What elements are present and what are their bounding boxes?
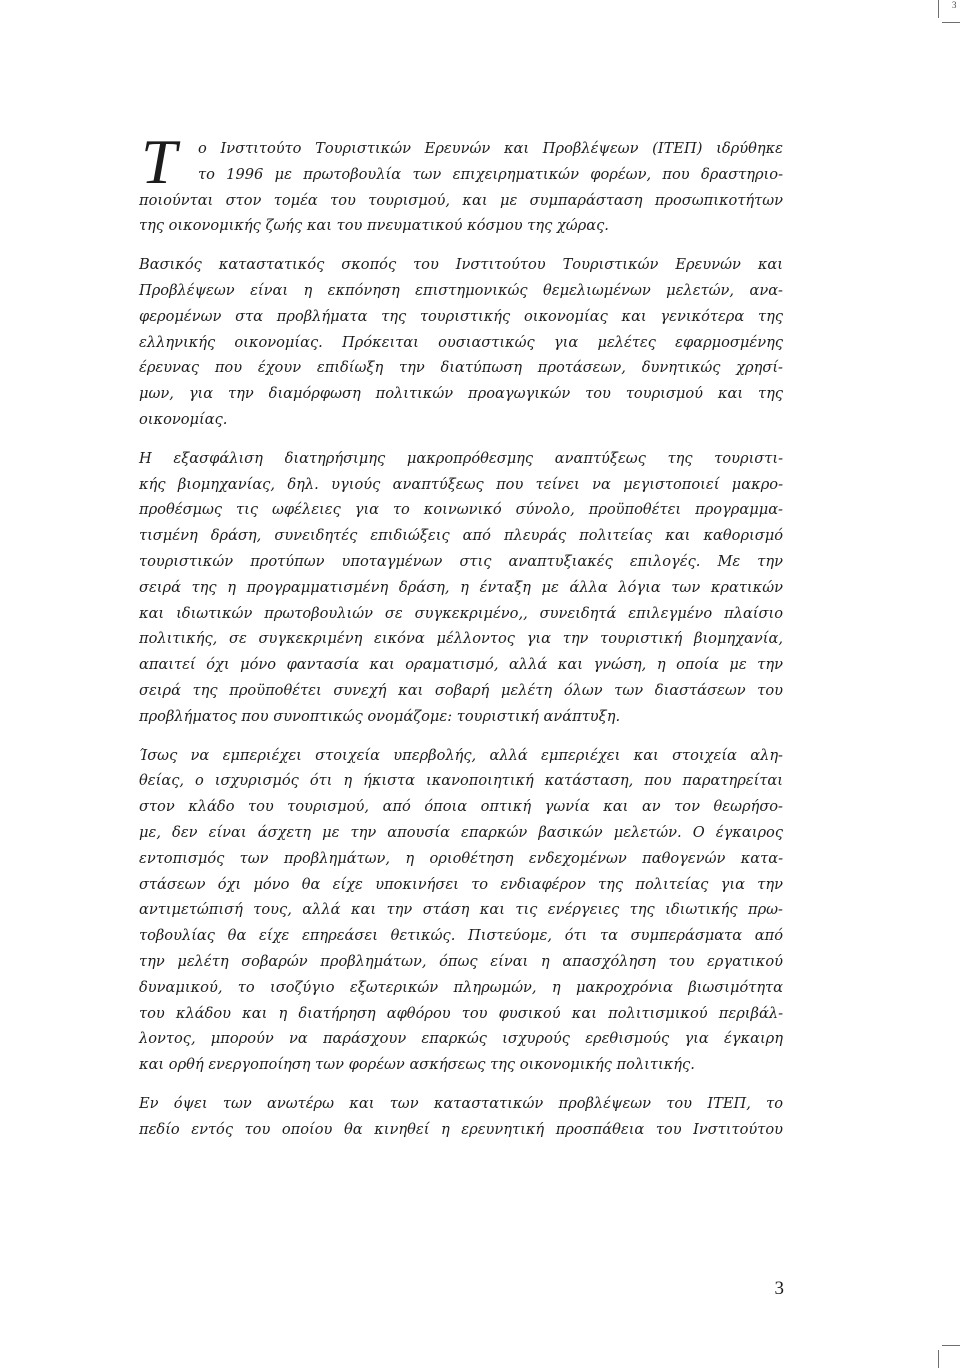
text-line: ελληνικής οικονομίας. Πρόκειται ουσιαστικώς για μελέτες εφαρμοσμένης xyxy=(139,333,783,351)
paragraph-gap xyxy=(139,433,783,446)
crop-mark-top-horizontal xyxy=(942,22,960,23)
text-line: φερομένων στα προβλήματα της τουριστικής οικονομίας και γενικότερα της xyxy=(139,307,783,325)
text-line: προβλήματος που συνοπτικώς ονομάζομε: τουριστική ανάπτυξη. xyxy=(139,707,621,725)
text-line: πεδίο εντός του οποίου θα κινηθεί η ερευνητική προσπάθεια του Ινστιτούτου xyxy=(139,1120,783,1138)
paragraph-2 xyxy=(139,252,783,433)
text-line: τισμένη δράση, συνειδητές επιδιώξεις από πλευράς πολιτείας και καθορισμό xyxy=(139,527,783,545)
text-line: της οικονομικής ζωής και του πνευματικού κόσμου της χώρας. xyxy=(139,217,609,235)
text-line: σειρά της η προγραμματισμένη δράση, η ένταξη με άλλα λόγια των κρατικών xyxy=(139,578,783,596)
paragraph-gap xyxy=(139,1078,783,1091)
text-line: στάσεων όχι μόνο θα είχε υποκινήσει το ενδιαφέρον της πολιτείας για την xyxy=(139,875,783,893)
body-text xyxy=(139,126,783,1142)
text-line: προθέσμως τις ωφέλειες για το κοινωνικό σύνολο, προϋποθέτει προγραμμα- xyxy=(139,501,783,519)
text-line: Εν όψει των ανωτέρω και των καταστατικών προβλέψεων του ΙΤΕΠ, το xyxy=(139,1094,783,1112)
text-line: το 1996 με πρωτοβουλία των επιχειρηματικών φορέων, που δραστηριο- xyxy=(198,165,783,183)
corner-page-number: 3 xyxy=(952,0,957,10)
crop-mark-top-vertical xyxy=(938,0,939,18)
text-line: έρευνας που έχουν επιδίωξη την διατύπωση προτάσεων, δυνητικώς χρησί- xyxy=(139,359,783,377)
paragraph-1 xyxy=(139,126,783,239)
text-line: εντοπισμός των προβλημάτων, η οριοθέτηση ενδεχομένων παθογενών κατα- xyxy=(139,849,783,867)
text-line: και ιδιωτικών πρωτοβουλιών σε συγκεκριμένο,, συνειδητά επιλεγμένο πλαίσιο xyxy=(139,604,783,622)
crop-mark-bottom-vertical xyxy=(938,1350,939,1368)
paragraph-gap xyxy=(139,239,783,252)
drop-cap: Τ xyxy=(141,126,177,197)
text-line: Η εξασφάλιση διατηρήσιμης μακροπρόθεσμης αναπτύξεως της τουριστι- xyxy=(139,449,783,467)
text-line: και ορθή ενεργοποίηση των φορέων ασκήσεως της οικονομικής πολιτικής. xyxy=(139,1056,695,1074)
paragraph-gap xyxy=(139,730,783,743)
text-line: κής βιομηχανίας, δηλ. υγιούς αναπτύξεως που τείνει να μεγιστοποιεί μακρο- xyxy=(139,475,783,493)
text-line: σειρά της προϋποθέτει συνεχή και σοβαρή μελέτη όλων των διαστάσεων του xyxy=(139,681,783,699)
text-line: απαιτεί όχι μόνο φαντασία και οραματισμό, αλλά και γνώση, η οποία με την xyxy=(139,656,783,674)
text-line: ο Ινστιτούτο Τουριστικών Ερευνών και Προβλέψεων (ΙΤΕΠ) ιδρύθηκε xyxy=(198,140,783,157)
text-line: τοβουλίας θα είχε επηρεάσει θετικώς. Πιστεύομε, ότι τα συμπεράσματα από xyxy=(139,927,783,945)
text-line: τουριστικών προτύπων υποταγμένων στις αναπτυξιακές επιλογές. Με την xyxy=(139,552,783,570)
paragraph-3 xyxy=(139,446,783,730)
crop-mark-bottom-horizontal xyxy=(942,1345,960,1346)
paragraph-5 xyxy=(139,1091,783,1143)
text-line: λοντος, μπορούν να παράσχουν επαρκώς ισχυρούς ερεθισμούς για έγκαιρη xyxy=(139,1030,783,1048)
text-line: Προβλέψεων είναι η εκπόνηση επιστημονικώς θεμελιωμένων μελετών, ανα- xyxy=(139,281,783,299)
text-line: θείας, ο ισχυρισμός ότι η ήκιστα ικανοποιητική κατάσταση, που παρατηρείται xyxy=(139,772,783,790)
text-line: Βασικός καταστατικός σκοπός του Ινστιτούτου Τουριστικών Ερευνών και xyxy=(139,256,783,274)
text-line: πολιτικής, σε συγκεκριμένη εικόνα μέλλοντος για την τουριστική βιομηχανία, xyxy=(139,630,783,648)
text-line: οικονομίας. xyxy=(139,410,228,428)
text-line: στον κλάδο του τουρισμού, από όποια οπτική γωνία και αν τον θεωρήσο- xyxy=(139,798,783,816)
text-line: του κλάδου και η διατήρηση αφθόρου του φυσικού και πολιτισμικού περιβάλ- xyxy=(139,1004,783,1022)
text-line: μων, για την διαμόρφωση πολιτικών προαγωγικών του τουρισμού και της xyxy=(139,385,783,403)
text-line: την μελέτη σοβαρών προβλημάτων, όπως είναι η απασχόληση του εργατικού xyxy=(139,952,783,970)
page-number: 3 xyxy=(774,1278,784,1299)
text-line: ποιούνται στον τομέα του τουρισμού, και με συμπαράσταση προσωπικοτήτων xyxy=(139,191,783,209)
text-line: Ίσως να εμπεριέχει στοιχεία υπερβολής, αλλά εμπεριέχει και στοιχεία αλη- xyxy=(139,746,783,764)
text-line: δυναμικού, το ισοζύγιο εξωτερικών πληρωμών, η μακροχρόνια βιωσιμότητα xyxy=(139,978,783,996)
text-line: αντιμετώπισή τους, αλλά και την στάση και τις ενέργειες της ιδιωτικής πρω- xyxy=(139,901,783,919)
text-line: με, δεν είναι άσχετη με την απουσία επαρκών βασικών μελετών. Ο έγκαιρος xyxy=(139,823,783,841)
paragraph-4 xyxy=(139,743,783,1078)
